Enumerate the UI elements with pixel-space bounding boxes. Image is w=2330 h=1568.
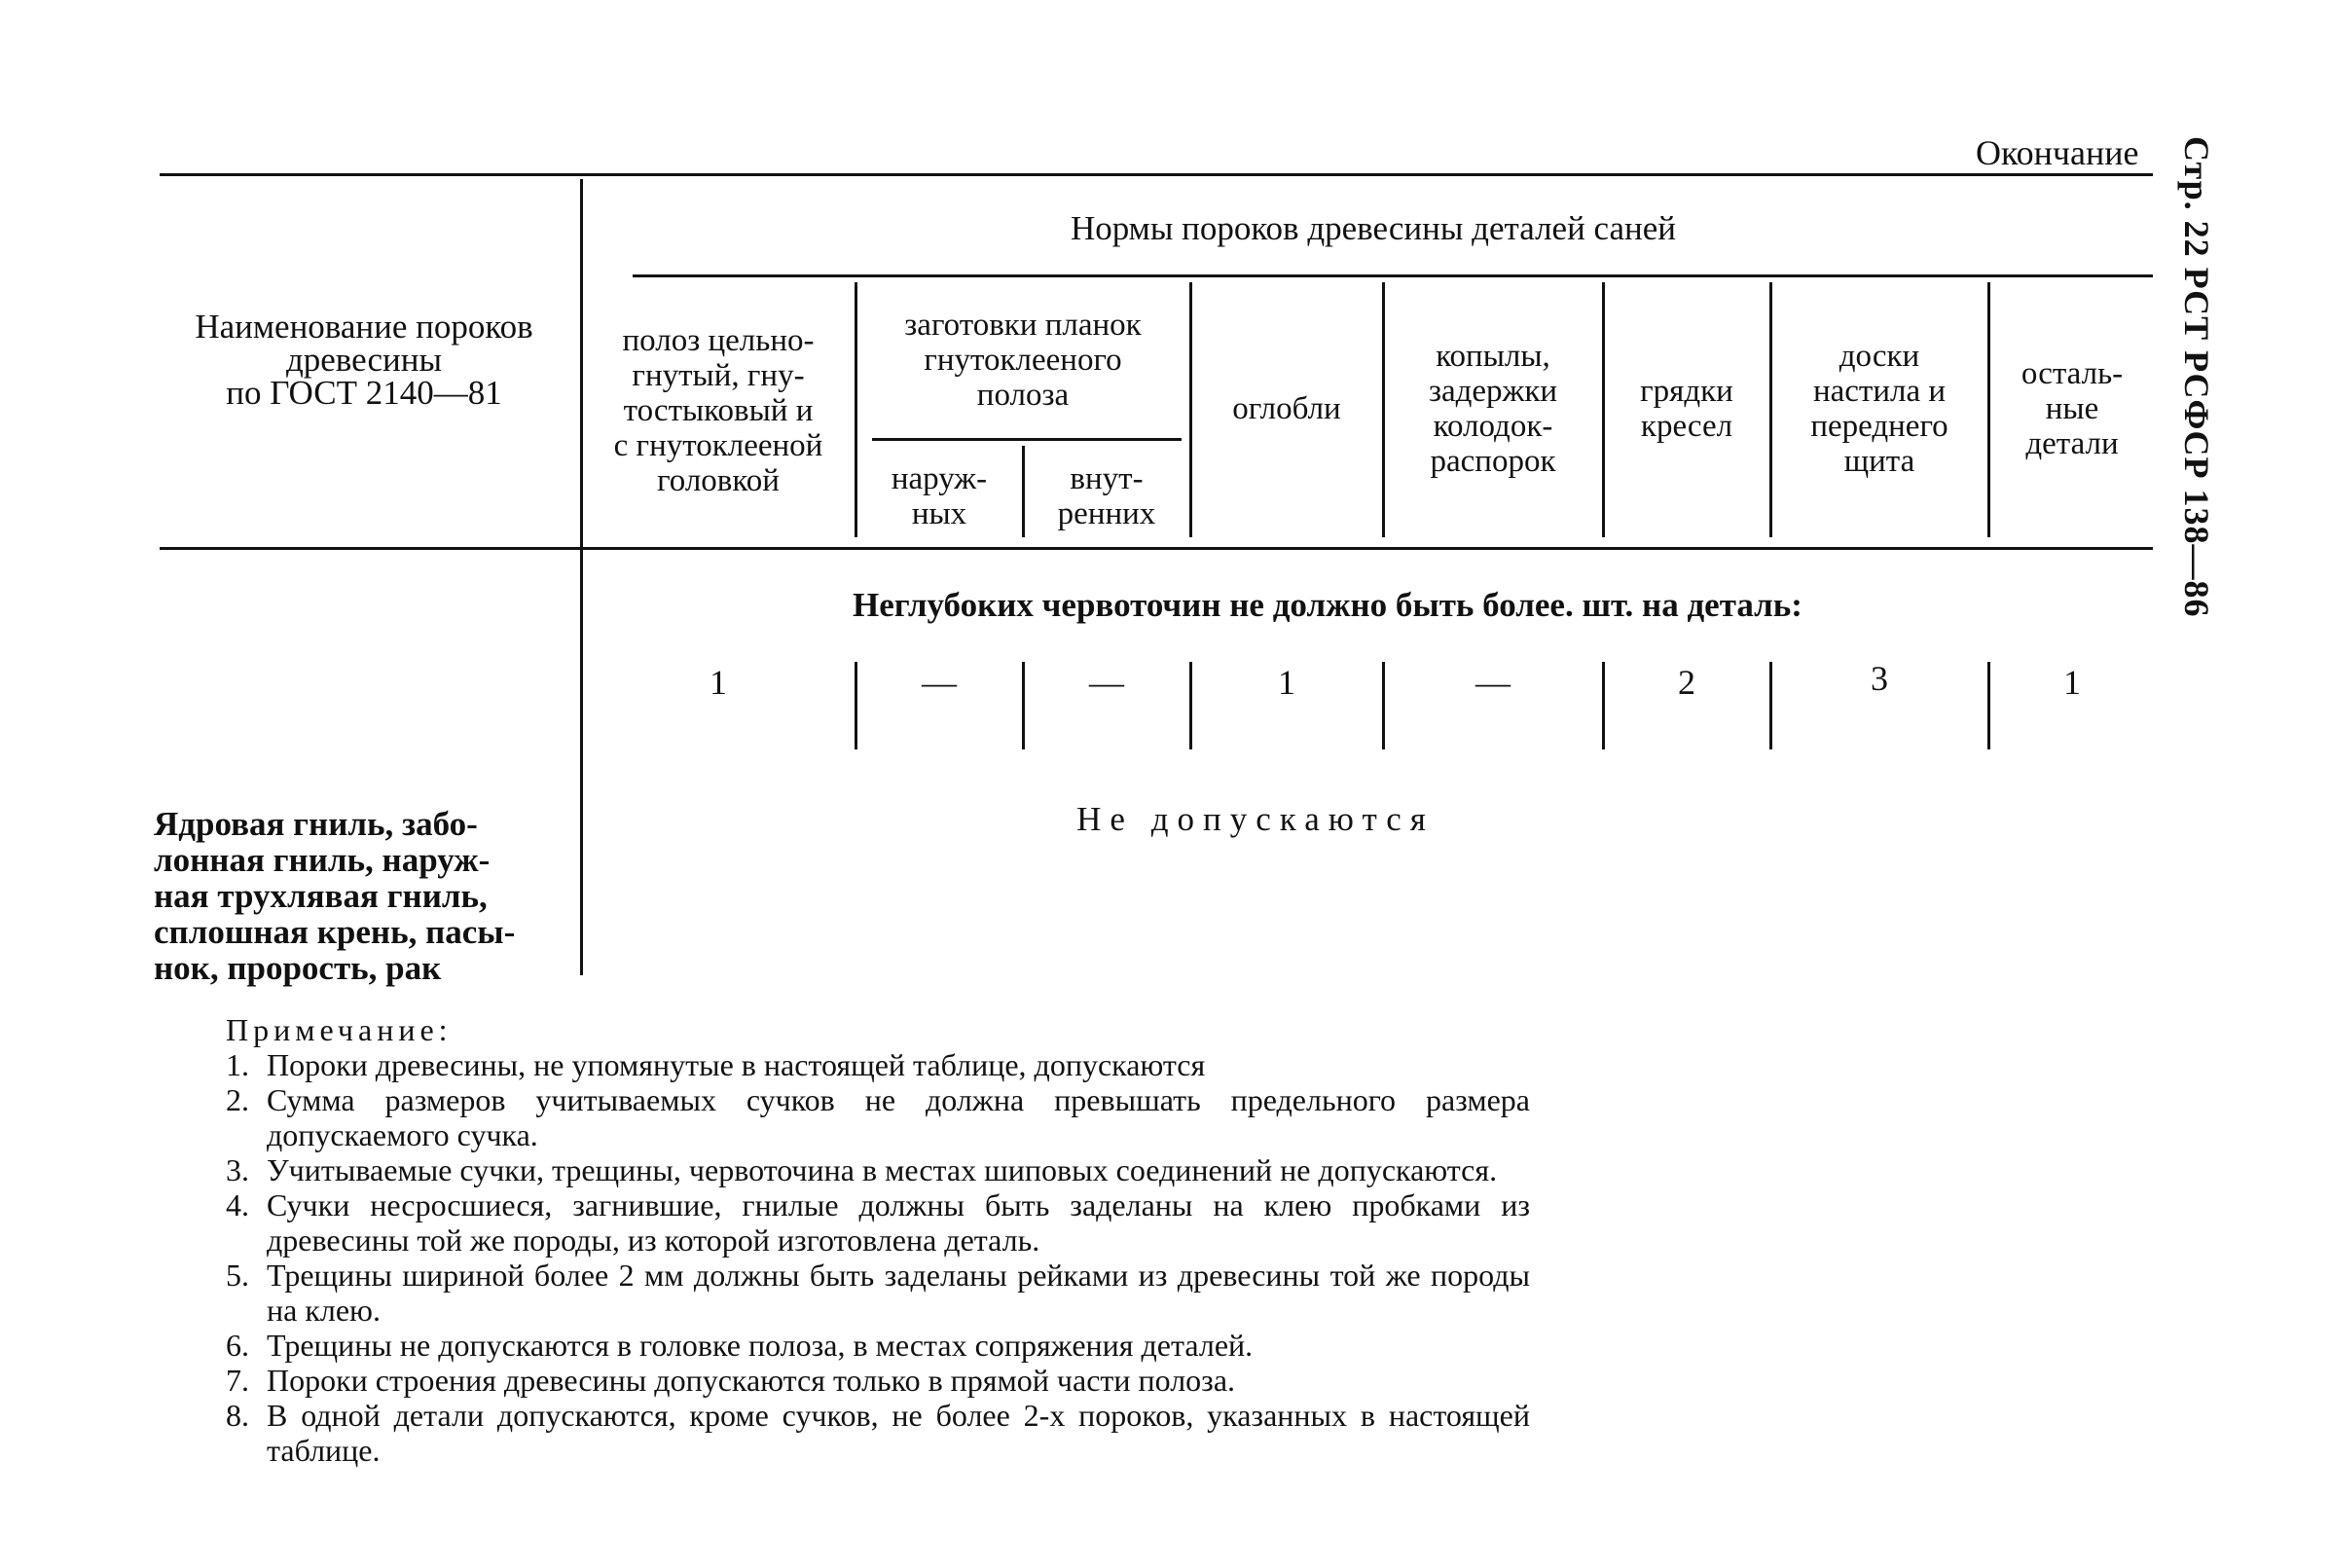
row1-value-doski: 3 xyxy=(1871,659,1888,698)
note-item xyxy=(226,1047,1530,1082)
row1-value-vnutr: — xyxy=(1089,663,1124,702)
subheader-rule xyxy=(633,274,2153,277)
row1-value-gryadki: 2 xyxy=(1678,663,1695,702)
note-number: 3. xyxy=(226,1152,249,1187)
row2-defect-name: Ядровая гниль, забо- лонная гниль, наруж- ная трухлявая гниль, сплошная крень, пасы- нок, пророcть, рак xyxy=(154,805,516,987)
row1-divider-1 xyxy=(855,662,857,749)
note-item xyxy=(226,1398,1530,1468)
col-header-kopyly: копылы, задержки колодок- распорок xyxy=(1428,339,1558,479)
note-number: 5. xyxy=(226,1258,249,1293)
col-divider-3 xyxy=(1189,282,1192,537)
row1-divider-4 xyxy=(1382,662,1385,749)
continuation-label: Окончание xyxy=(1976,133,2139,172)
note-text: В одной детали допускаются, кроме сучков, не более 2-х пороков, указанных в настоящей таблице. xyxy=(267,1398,1530,1468)
row1-divider-7 xyxy=(1987,662,1990,749)
row1-value-naruzh: — xyxy=(922,663,957,702)
col-header-naruzh: наруж- ных xyxy=(891,461,988,531)
row1-value-poloz: 1 xyxy=(710,663,727,702)
col-divider-2 xyxy=(1022,446,1025,537)
span-header: Нормы пороков древесины деталей саней xyxy=(1070,209,1677,247)
row1-value-ostalnye: 1 xyxy=(2063,663,2081,702)
row1-value-ogloblі: 1 xyxy=(1278,663,1295,702)
notes-block xyxy=(226,1012,1530,1468)
col-divider-5 xyxy=(1602,282,1605,537)
zagotovki-rule xyxy=(872,438,1182,441)
col-header-zagotovki: заготовки планок гнутоклееного полоза xyxy=(904,308,1142,413)
note-number: 4. xyxy=(226,1187,249,1222)
notes-heading: Примечание: xyxy=(226,1012,453,1047)
note-number: 7. xyxy=(226,1363,249,1398)
row2-value: Не допускаются xyxy=(1076,800,1435,838)
col-divider-1 xyxy=(855,282,857,537)
col-header-vnutr: внут- ренних xyxy=(1057,461,1156,531)
col-divider-6 xyxy=(1769,282,1772,537)
col-divider-4 xyxy=(1382,282,1385,537)
col-header-gryadki: грядки кресел xyxy=(1640,374,1733,444)
note-text: Трещины шириной более 2 мм должны быть заделаны рейками из древесины той же породы на клею. xyxy=(267,1258,1530,1328)
note-item xyxy=(226,1328,1530,1363)
running-head: Стр. 22 РСТ РСФСР 138—86 xyxy=(2177,136,2216,618)
note-text: Пороки строения древесины допускаются только в прямой части полоза. xyxy=(267,1363,1236,1398)
note-text: Сумма размеров учитываемых сучков не должна превышать предельного размера допускаемого сучка. xyxy=(267,1082,1530,1152)
note-number: 8. xyxy=(226,1398,249,1433)
note-text: Учитываемые сучки, трещины, червоточина в местах шиповых соединений не допускаются. xyxy=(267,1152,1498,1187)
note-item xyxy=(226,1152,1530,1187)
row1-divider-6 xyxy=(1769,662,1772,749)
note-text: Сучки несросшиеся, загнившие, гнилые должны быть заделаны на клею пробками из древесины той же породы, из которой изготовлена деталь. xyxy=(267,1187,1530,1258)
note-item xyxy=(226,1082,1530,1152)
col-divider-7 xyxy=(1987,282,1990,537)
col-header-ostalnye: осталь- ные детали xyxy=(2021,356,2124,461)
table-top-rule xyxy=(160,173,2153,176)
row1-subheading: Неглубоких червоточин не должно быть более. шт. на деталь: xyxy=(853,586,1802,624)
note-text: Пороки древесины, не упомянутые в настоящей таблице, допускаются xyxy=(267,1047,1206,1082)
note-number: 2. xyxy=(226,1082,249,1117)
row1-divider-2 xyxy=(1022,662,1025,749)
note-item xyxy=(226,1187,1530,1258)
row1-value-kopyly: — xyxy=(1475,663,1511,702)
stub-divider xyxy=(580,179,583,975)
header-bottom-rule xyxy=(160,547,2153,550)
note-number: 6. xyxy=(226,1328,249,1363)
col-header-poloz: полоз цельно- гнутый, гну- тостыковый и с гнутоклееной головкой xyxy=(613,323,823,498)
note-item xyxy=(226,1363,1530,1398)
col-header-ogloblі: оглобли xyxy=(1232,391,1341,426)
stub-header: Наименование пороков древесины по ГОСТ 2140—81 xyxy=(195,308,533,412)
note-item xyxy=(226,1258,1530,1328)
row1-divider-5 xyxy=(1602,662,1605,749)
note-number: 1. xyxy=(226,1047,249,1082)
row1-divider-3 xyxy=(1189,662,1192,749)
col-header-doski: доски настила и переднего щита xyxy=(1810,339,1948,479)
note-text: Трещины не допускаются в головке полоза, в местах сопряжения деталей. xyxy=(267,1328,1254,1363)
